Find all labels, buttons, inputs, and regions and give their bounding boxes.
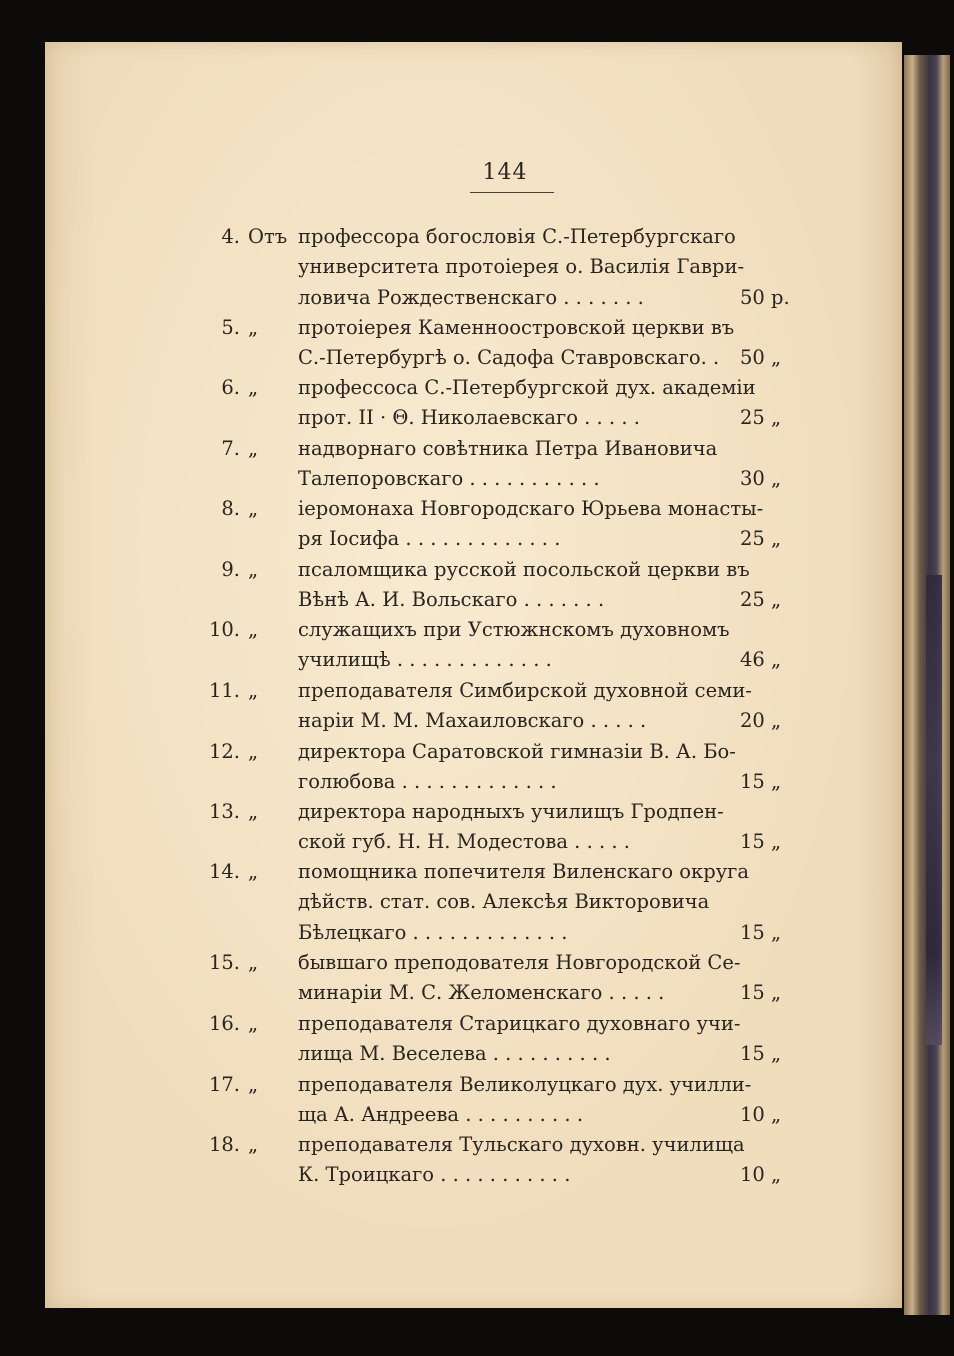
entry-from-label: „ [248,679,259,702]
entry-number: 18. [208,1133,240,1156]
page-number-rule [470,192,554,193]
entry-number: 16. [208,1012,240,1035]
entry-amount: 10 „ [740,1163,782,1187]
entry-description [298,948,741,1009]
entry-description [298,313,735,374]
entry-description-line: ря Іосифа . . . . . . . . . . . . . [298,527,561,551]
entry-description-line: надворнаго совѣтника Петра Ивановича [298,437,718,460]
entry-amount: 46 „ [740,648,782,672]
entry-description-line: Бѣлецкаго . . . . . . . . . . . . . [298,920,568,944]
entry-description-line: университета протоіерея о. Василія Гаври- [298,255,745,279]
entry-description-line: Талепоровскаго . . . . . . . . . . . [298,467,600,491]
entry-number: 12. [208,740,240,763]
entry-description-line: наріи М. М. Махаиловскаго . . . . . [298,709,647,733]
entry-description-line: дѣйств. стат. сов. Алексѣя Викторовича [298,890,710,914]
entry-amount: 25 „ [740,527,782,551]
entry-description-line: лища М. Веселева . . . . . . . . . . [298,1042,611,1066]
entry-from-label: Отъ [248,225,288,248]
entry-description-line: голюбова . . . . . . . . . . . . . [298,770,557,794]
entry-amount: 15 „ [740,1042,782,1066]
entry-description-line: преподавателя Великолуцкаго дух. училли- [298,1073,752,1096]
entry-number: 6. [221,376,240,399]
entry-number: 9. [221,558,240,581]
entry-description [298,222,745,313]
entry-description-line: служащихъ при Устюжнскомъ духовномъ [298,618,730,641]
entry-amount: 15 „ [740,981,782,1005]
entry-description-line: преподавателя Тульскаго духовн. училища [298,1133,745,1156]
entry-from-label: „ [248,497,259,520]
entry-from-label: „ [248,376,259,399]
entry-from-label: „ [248,558,259,581]
entry-description-line: іеромонаха Новгородскаго Юрьева монасты- [298,497,764,520]
entry-description-line: училищѣ . . . . . . . . . . . . . [298,648,552,672]
entry-description-line: К. Троицкаго . . . . . . . . . . . [298,1163,571,1187]
entry-amount: 50 „ [740,346,782,370]
entry-number: 10. [208,618,240,641]
entry-amount: 25 „ [740,588,782,612]
entry-description [298,857,750,948]
entry-description-line: Вѣнѣ А. И. Вольскаго . . . . . . . [298,588,605,612]
entry-description-line: бывшаго преподователя Новгородской Се- [298,951,741,974]
entry-from-label: „ [248,951,259,974]
entry-amount: 15 „ [740,920,782,944]
entry-number: 15. [208,951,240,974]
entry-description [298,373,756,434]
entry-description [298,737,736,798]
entry-description [298,615,730,676]
entry-number: 4. [221,225,240,248]
book-spine-edge [904,55,950,1315]
entry-description [298,1130,745,1191]
entry-from-label: „ [248,740,259,763]
entry-from-label: „ [248,800,259,823]
entry-description-line: помощника попечителя Виленскаго округа [298,860,750,883]
entry-from-label: „ [248,316,259,339]
entry-description-line: профессора богословія С.-Петербургскаго [298,225,736,248]
entry-description [298,1009,741,1070]
entry-amount: 15 „ [740,830,782,854]
entry-description-line: протоіерея Каменноостровской церкви въ [298,316,735,339]
entry-description [298,434,718,495]
entry-from-label: „ [248,618,259,641]
entry-description-line: преподавателя Старицкаго духовнаго учи- [298,1012,741,1035]
entry-from-label: „ [248,1133,259,1156]
entry-number: 11. [208,679,240,702]
entry-description-line: прот. II · Θ. Николаевскаго . . . . . [298,406,640,430]
entry-amount: 10 „ [740,1103,782,1127]
entry-description-line: директора Саратовской гимназіи В. А. Бо- [298,740,736,763]
entry-description [298,555,750,616]
entry-from-label: „ [248,860,259,883]
entry-amount: 15 „ [740,770,782,794]
entry-number: 14. [208,860,240,883]
entry-description-line: профессоса С.-Петербургской дух. академіи [298,376,756,399]
entry-amount: 50 р. [740,285,790,309]
entry-description [298,797,724,858]
entry-description-line: минаріи М. С. Желоменскаго . . . . . [298,981,665,1005]
entry-description-line: ща А. Андреева . . . . . . . . . . [298,1103,584,1127]
entry-number: 8. [221,497,240,520]
entry-number: 5. [221,316,240,339]
entry-from-label: „ [248,437,259,460]
entry-from-label: „ [248,1012,259,1035]
entry-amount: 30 „ [740,467,782,491]
entry-description-line: ской губ. Н. Н. Модестова . . . . . [298,830,630,854]
entry-amount: 20 „ [740,709,782,733]
entry-from-label: „ [248,1073,259,1096]
entry-number: 7. [221,437,240,460]
entry-description-line: ловича Рождественскаго . . . . . . . [298,285,644,309]
entry-description-line: псаломщика русской посольской церкви въ [298,558,750,581]
entry-description-line: директора народныхъ училищъ Гродпен- [298,800,724,823]
entry-description [298,676,752,737]
entry-amount: 25 „ [740,406,782,430]
entry-description [298,1070,752,1131]
entry-description-line: С.-Петербургѣ о. Садофа Ставровскаго. . [298,346,720,370]
entry-description-line: преподавателя Симбирской духовной семи- [298,679,752,702]
page-number: 144 [482,160,528,185]
entry-number: 17. [208,1073,240,1096]
entry-number: 13. [208,800,240,823]
